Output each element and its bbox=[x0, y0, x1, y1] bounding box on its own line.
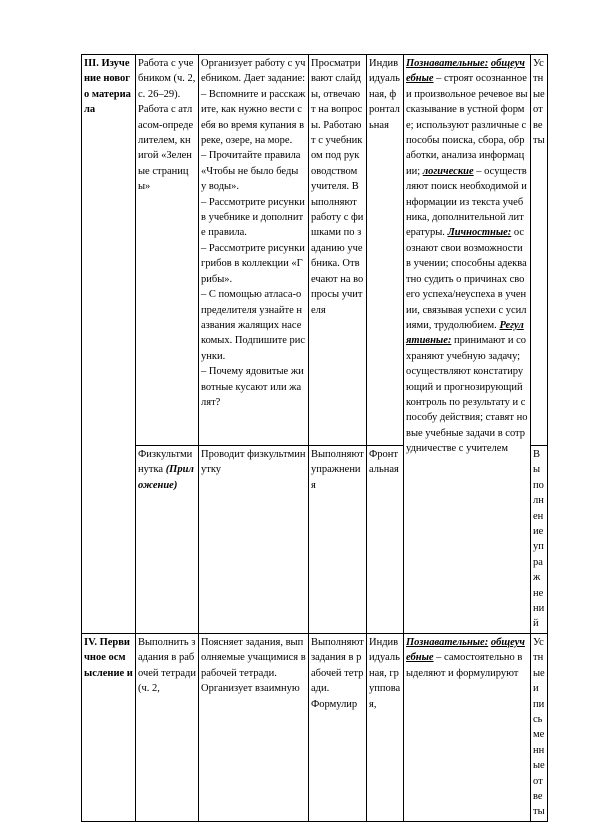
students-text: Формулир bbox=[311, 698, 358, 710]
uud-logical-text: – осуществляют поиск необходимой информации из текста учебника, дополнительной литературы. bbox=[406, 165, 527, 239]
teacher-text: Поясняет задания, выполняемые учащимися в рабочей тетради. bbox=[201, 636, 306, 679]
uud-general-text: – строят осознанное и произвольное речевое высказывание в устной форме; используют различные способы поиска, сбора, обработки, анализа информации; bbox=[406, 73, 528, 177]
teacher-text: – Вспомните и расскажите, как нужно вести себя во время купания в реке, озере, на море. bbox=[201, 88, 306, 147]
stage-cell bbox=[82, 55, 136, 634]
students-activity-cell bbox=[309, 55, 367, 446]
control-cell bbox=[531, 55, 548, 446]
uud-general-text: – самостоятельно выделяют и формулируют bbox=[406, 652, 523, 679]
form-cell bbox=[367, 55, 404, 446]
control-text: Выполнение упражнений bbox=[533, 449, 545, 630]
teacher-activity-cell bbox=[199, 55, 309, 446]
content-text: Выполнить задания в рабочей тетради (ч. 2, bbox=[138, 636, 197, 695]
content-text: Работа с учебником (ч. 2, с. 26–29). bbox=[138, 58, 196, 100]
students-text: Просматривают слайды, отвечают на вопросы. Работают с учебником под руководством учителя. Выполняют работу с фишками по заданию учебника. Отвечают на вопросы учителя bbox=[311, 58, 364, 316]
form-cell bbox=[367, 446, 404, 634]
teacher-text: – Рассмотрите рисунки грибов в коллекции «Грибы». bbox=[201, 242, 305, 285]
content-text: Работа с атласом-определителем, книгой «Зеленые страницы» bbox=[138, 104, 194, 193]
form-text: Индивидуальная, фронтальная bbox=[369, 58, 400, 131]
content-cell bbox=[136, 446, 199, 634]
content-cell bbox=[136, 633, 199, 821]
uud-regulatory-title: Регулятивные: bbox=[406, 319, 524, 347]
uud-cognitive-title: Познавательные: bbox=[406, 58, 489, 69]
control-cell bbox=[531, 446, 548, 634]
lesson-plan-table bbox=[81, 54, 548, 822]
teacher-text: – С помощью атласа-определителя узнайте названия жалящих насекомых. Подпишите рисунки. bbox=[201, 289, 306, 362]
stage-title: III. Изучение нового материала bbox=[84, 58, 131, 116]
uud-personal-title: Личностные: bbox=[447, 227, 512, 239]
students-text: Выполняют упражнения bbox=[311, 449, 364, 491]
teacher-activity-cell bbox=[199, 446, 309, 634]
uud-general-title: общеучебные bbox=[406, 636, 525, 664]
table-row-stage-3 bbox=[82, 55, 548, 446]
teacher-activity-cell bbox=[199, 633, 309, 821]
control-text: Устные и письменные ответы bbox=[533, 636, 545, 818]
students-activity-cell bbox=[309, 633, 367, 821]
uud-logical-title: логические bbox=[422, 165, 474, 177]
control-cell bbox=[531, 633, 548, 821]
table-row-stage-4 bbox=[82, 633, 548, 821]
teacher-text: Проводит физкультминутку bbox=[201, 449, 306, 476]
teacher-text: Организует работу с учебником. Дает задание: bbox=[201, 58, 306, 85]
uud-personal-text: осознают свои возможности в учении; способны адекватно судить о причинах своего успеха/неуспеха в учении, связывая успехи с усилиями, трудолюбием. bbox=[406, 227, 527, 331]
uud-cognitive-title: Познавательные: bbox=[406, 636, 489, 648]
teacher-text: – Прочитайте правила «Чтобы не было беды у воды». bbox=[201, 150, 301, 193]
form-cell bbox=[367, 633, 404, 821]
content-note: (Приложение) bbox=[138, 464, 194, 491]
teacher-text: – Почему ядовитые животные кусают или жалят? bbox=[201, 366, 304, 408]
content-text: Физкультминутка bbox=[138, 449, 193, 476]
form-text: Индивидуальная, групповая, bbox=[369, 636, 401, 710]
stage-title: IV. Первичное осмысление и bbox=[84, 636, 133, 679]
students-activity-cell bbox=[309, 446, 367, 634]
teacher-text: Организует взаимную bbox=[201, 683, 300, 695]
form-text: Фронтальная bbox=[369, 449, 399, 476]
uud-regulatory-text: принимают и сохраняют учебную задачу; осуществляют констатирующий и прогнозирующий контроль по результату и способу действия; ставят новые учебные задачи в сотрудничестве с учителем bbox=[406, 335, 528, 455]
control-text: Устные ответы bbox=[533, 58, 545, 147]
uud-cell bbox=[404, 633, 531, 821]
content-cell bbox=[136, 55, 199, 446]
uud-general-title: общеучебные bbox=[406, 58, 525, 85]
stage-cell bbox=[82, 633, 136, 821]
uud-cell bbox=[404, 55, 531, 634]
students-text: Выполняют задания в рабочей тетради. bbox=[311, 636, 364, 695]
teacher-text: – Рассмотрите рисунки в учебнике и дополните правила. bbox=[201, 196, 305, 239]
